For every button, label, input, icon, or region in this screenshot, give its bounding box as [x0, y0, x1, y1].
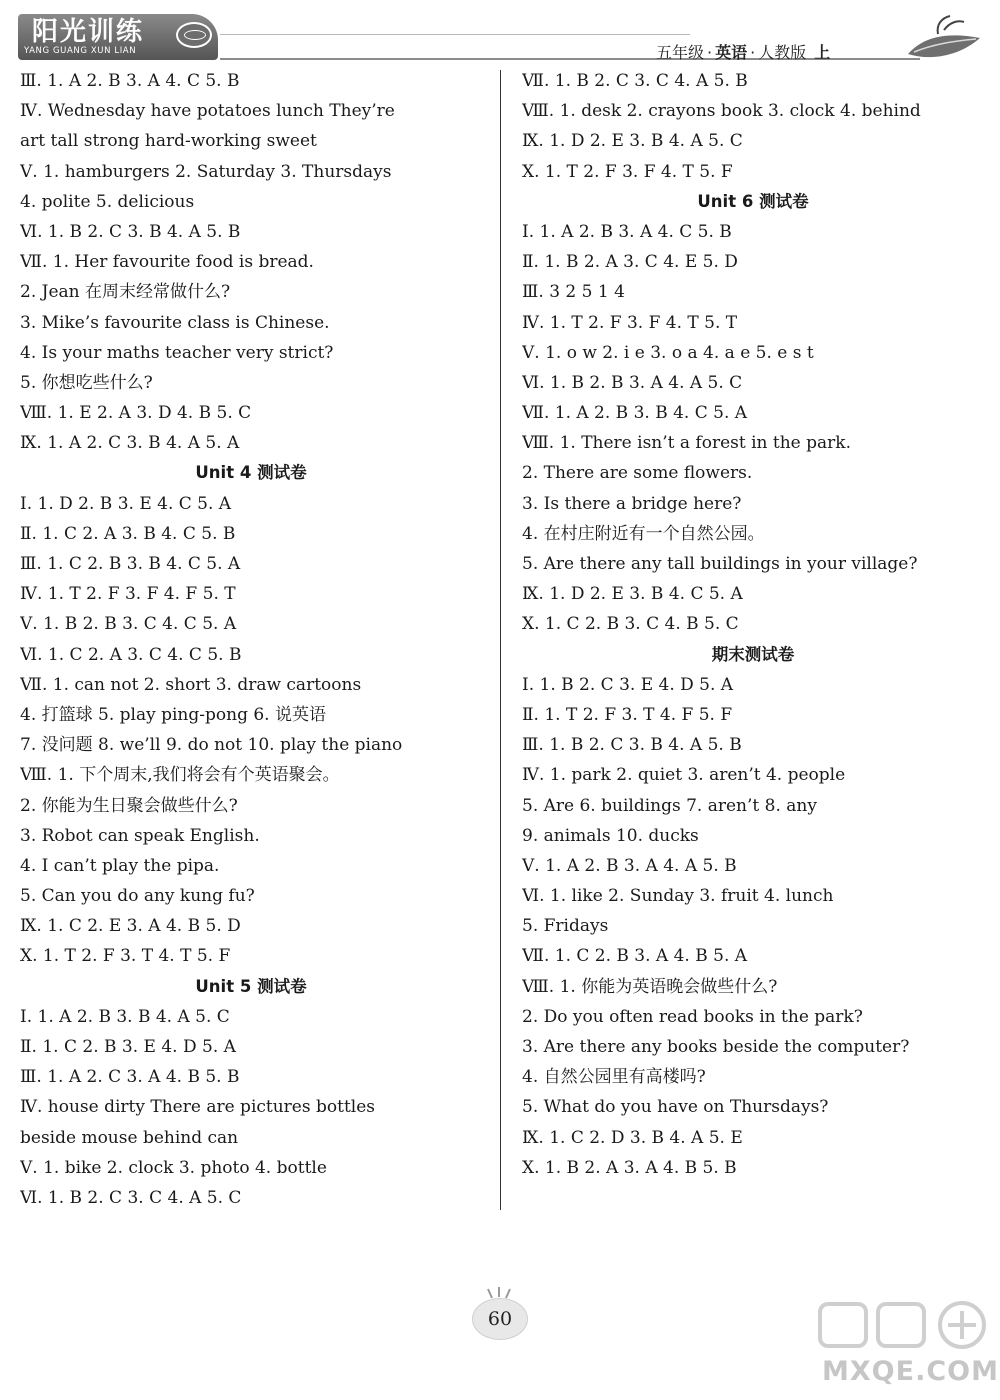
logo-subtitle: YANG GUANG XUN LIAN: [24, 46, 137, 56]
book-info: [656, 40, 830, 63]
answer-line: Ⅶ. 1. B 2. C 3. C 4. A 5. B: [522, 71, 748, 91]
answer-line: Ⅴ. 1. bike 2. clock 3. photo 4. bottle: [20, 1157, 327, 1178]
answer-column-left: [20, 66, 482, 1213]
answer-line: 3. Mike’s favourite class is Chinese.: [20, 312, 330, 333]
answer-line: Ⅸ. 1. D 2. E 3. B 4. A 5. C: [522, 131, 743, 152]
answer-line: Ⅹ. 1. C 2. B 3. C 4. B 5. C: [522, 614, 739, 635]
answer-line: Ⅵ. 1. B 2. C 3. B 4. A 5. B: [20, 221, 241, 242]
answer-line: Ⅳ. house dirty There are pictures bottles: [20, 1097, 375, 1118]
answer-line: Ⅲ. 1. C 2. B 3. B 4. C 5. A: [20, 554, 241, 574]
answer-line: 4. 打篮球 5. play ping-pong 6. 说英语: [20, 704, 326, 725]
answer-line: Ⅱ. 1. C 2. A 3. B 4. C 5. B: [20, 523, 236, 544]
answer-line: 3. Are there any books beside the computer?: [522, 1037, 910, 1057]
answer-line: Ⅴ. 1. A 2. B 3. A 4. A 5. B: [522, 855, 737, 876]
answer-line: 5. Are 6. buildings 7. aren’t 8. any: [522, 795, 817, 816]
edition-label: 人教版: [758, 43, 807, 62]
answer-line: Ⅴ. 1. hamburgers 2. Saturday 3. Thursdays: [20, 161, 392, 182]
answer-column-right: [522, 66, 984, 1183]
subject-label: 英语: [715, 43, 748, 62]
answer-line: Ⅹ. 1. T 2. F 3. F 4. T 5. F: [522, 161, 733, 182]
section-heading: Unit 6 测试卷: [697, 191, 809, 211]
answer-line: beside mouse behind can: [20, 1127, 239, 1148]
answer-line: 5. Fridays: [522, 916, 609, 937]
answer-line: 5. Can you do any kung fu?: [20, 886, 255, 907]
answer-line: Ⅱ. 1. T 2. F 3. T 4. F 5. F: [522, 704, 733, 725]
answer-line: Ⅷ. 1. 下个周末,我们将会有个英语聚会。: [20, 765, 340, 786]
answer-line: Ⅵ. 1. B 2. C 3. C 4. A 5. C: [20, 1187, 242, 1208]
answer-line: Ⅲ. 1. B 2. C 3. B 4. A 5. B: [522, 735, 742, 756]
answer-line: 2. 你能为生日聚会做些什么?: [20, 795, 238, 816]
answer-line: Ⅶ. 1. can not 2. short 3. draw cartoons: [20, 674, 362, 695]
answer-line: Ⅴ. 1. o w 2. i e 3. o a 4. a e 5. e s t: [522, 342, 814, 363]
logo-badge-icon: [176, 22, 212, 48]
answer-line: 4. I can’t play the pipa.: [20, 855, 220, 876]
answer-line: 4. Is your maths teacher very strict?: [20, 342, 334, 363]
answer-line: Ⅳ. 1. park 2. quiet 3. aren’t 4. people: [522, 765, 846, 786]
answer-line: Ⅴ. 1. B 2. B 3. C 4. C 5. A: [20, 614, 237, 635]
volume-label: 上: [814, 43, 831, 62]
answer-line: 2. Jean 在周末经常做什么?: [20, 282, 231, 303]
answer-line: 5. 你想吃些什么?: [20, 372, 153, 393]
answer-line: Ⅲ. 3 2 5 1 4: [522, 282, 625, 303]
answer-line: 3. Is there a bridge here?: [522, 493, 742, 514]
grade-label: 五年级: [656, 43, 705, 62]
answer-line: Ⅶ. 1. C 2. B 3. A 4. B 5. A: [522, 946, 748, 967]
answer-line: Ⅰ. 1. A 2. B 3. A 4. C 5. B: [522, 221, 732, 242]
page-header: [0, 0, 1000, 70]
answer-line: Ⅶ. 1. A 2. B 3. B 4. C 5. A: [522, 403, 748, 424]
section-heading: Unit 5 测试卷: [195, 976, 307, 996]
answer-line: Ⅷ. 1. 你能为英语晚会做些什么?: [522, 976, 778, 997]
header-thin-rule: [220, 34, 690, 35]
answer-line: 9. animals 10. ducks: [522, 825, 699, 846]
answer-line: Ⅳ. Wednesday have potatoes lunch They’re: [20, 101, 395, 122]
section-heading: Unit 4 测试卷: [195, 463, 307, 483]
answer-line: 7. 没问题 8. we’ll 9. do not 10. play the piano: [20, 735, 403, 756]
answer-line: Ⅳ. 1. T 2. F 3. F 4. F 5. T: [20, 584, 236, 605]
answer-line: 4. 自然公园里有高楼吗?: [522, 1067, 706, 1088]
answer-line: Ⅱ. 1. C 2. B 3. E 4. D 5. A: [20, 1037, 236, 1057]
series-logo: [18, 14, 218, 60]
answer-line: Ⅱ. 1. B 2. A 3. C 4. E 5. D: [522, 252, 738, 273]
answer-line: Ⅵ. 1. like 2. Sunday 3. fruit 4. lunch: [522, 886, 834, 907]
answer-line: Ⅵ. 1. C 2. A 3. C 4. C 5. B: [20, 644, 242, 665]
separator: ·: [707, 43, 713, 62]
answer-line: 5. What do you have on Thursdays?: [522, 1097, 829, 1118]
answer-line: Ⅷ. 1. There isn’t a forest in the park.: [522, 433, 851, 454]
answer-line: Ⅲ. 1. A 2. B 3. A 4. C 5. B: [20, 71, 240, 91]
leaf-decoration-icon: [904, 14, 984, 64]
answer-line: Ⅰ. 1. B 2. C 3. E 4. D 5. A: [522, 674, 734, 695]
section-heading: 期末测试卷: [711, 644, 795, 664]
answer-line: Ⅸ. 1. A 2. C 3. B 4. A 5. A: [20, 433, 240, 454]
logo-title: 阳光训练: [32, 17, 145, 47]
answer-line: Ⅵ. 1. B 2. B 3. A 4. A 5. C: [522, 372, 743, 393]
answer-line: 4. polite 5. delicious: [20, 191, 195, 212]
answer-line: art tall strong hard-working sweet: [20, 131, 317, 152]
answer-line: Ⅰ. 1. D 2. B 3. E 4. C 5. A: [20, 493, 232, 514]
watermark-text: MXQE.COM: [822, 1356, 999, 1387]
column-divider: [500, 70, 501, 1210]
separator: ·: [750, 43, 756, 62]
answer-line: Ⅷ. 1. desk 2. crayons book 3. clock 4. behind: [522, 101, 921, 122]
answer-line: Ⅷ. 1. E 2. A 3. D 4. B 5. C: [20, 403, 252, 424]
answer-line: Ⅸ. 1. C 2. E 3. A 4. B 5. D: [20, 916, 241, 937]
answer-line: Ⅳ. 1. T 2. F 3. F 4. T 5. T: [522, 312, 738, 333]
answer-line: Ⅸ. 1. C 2. D 3. B 4. A 5. E: [522, 1127, 743, 1148]
answer-line: Ⅶ. 1. Her favourite food is bread.: [20, 252, 314, 273]
answer-line: 4. 在村庄附近有一个自然公园。: [522, 523, 765, 544]
page-number: 60: [472, 1298, 528, 1340]
answer-line: Ⅸ. 1. D 2. E 3. B 4. C 5. A: [522, 584, 743, 605]
answer-line: Ⅹ. 1. B 2. A 3. A 4. B 5. B: [522, 1157, 737, 1178]
answer-line: Ⅹ. 1. T 2. F 3. T 4. T 5. F: [20, 946, 231, 967]
answer-line: 2. Do you often read books in the park?: [522, 1006, 863, 1027]
answer-line: 2. There are some flowers.: [522, 463, 753, 484]
answer-line: Ⅰ. 1. A 2. B 3. B 4. A 5. C: [20, 1006, 230, 1027]
answer-line: Ⅲ. 1. A 2. C 3. A 4. B 5. B: [20, 1067, 240, 1088]
answer-line: 3. Robot can speak English.: [20, 825, 260, 846]
answer-line: 5. Are there any tall buildings in your village?: [522, 554, 918, 574]
